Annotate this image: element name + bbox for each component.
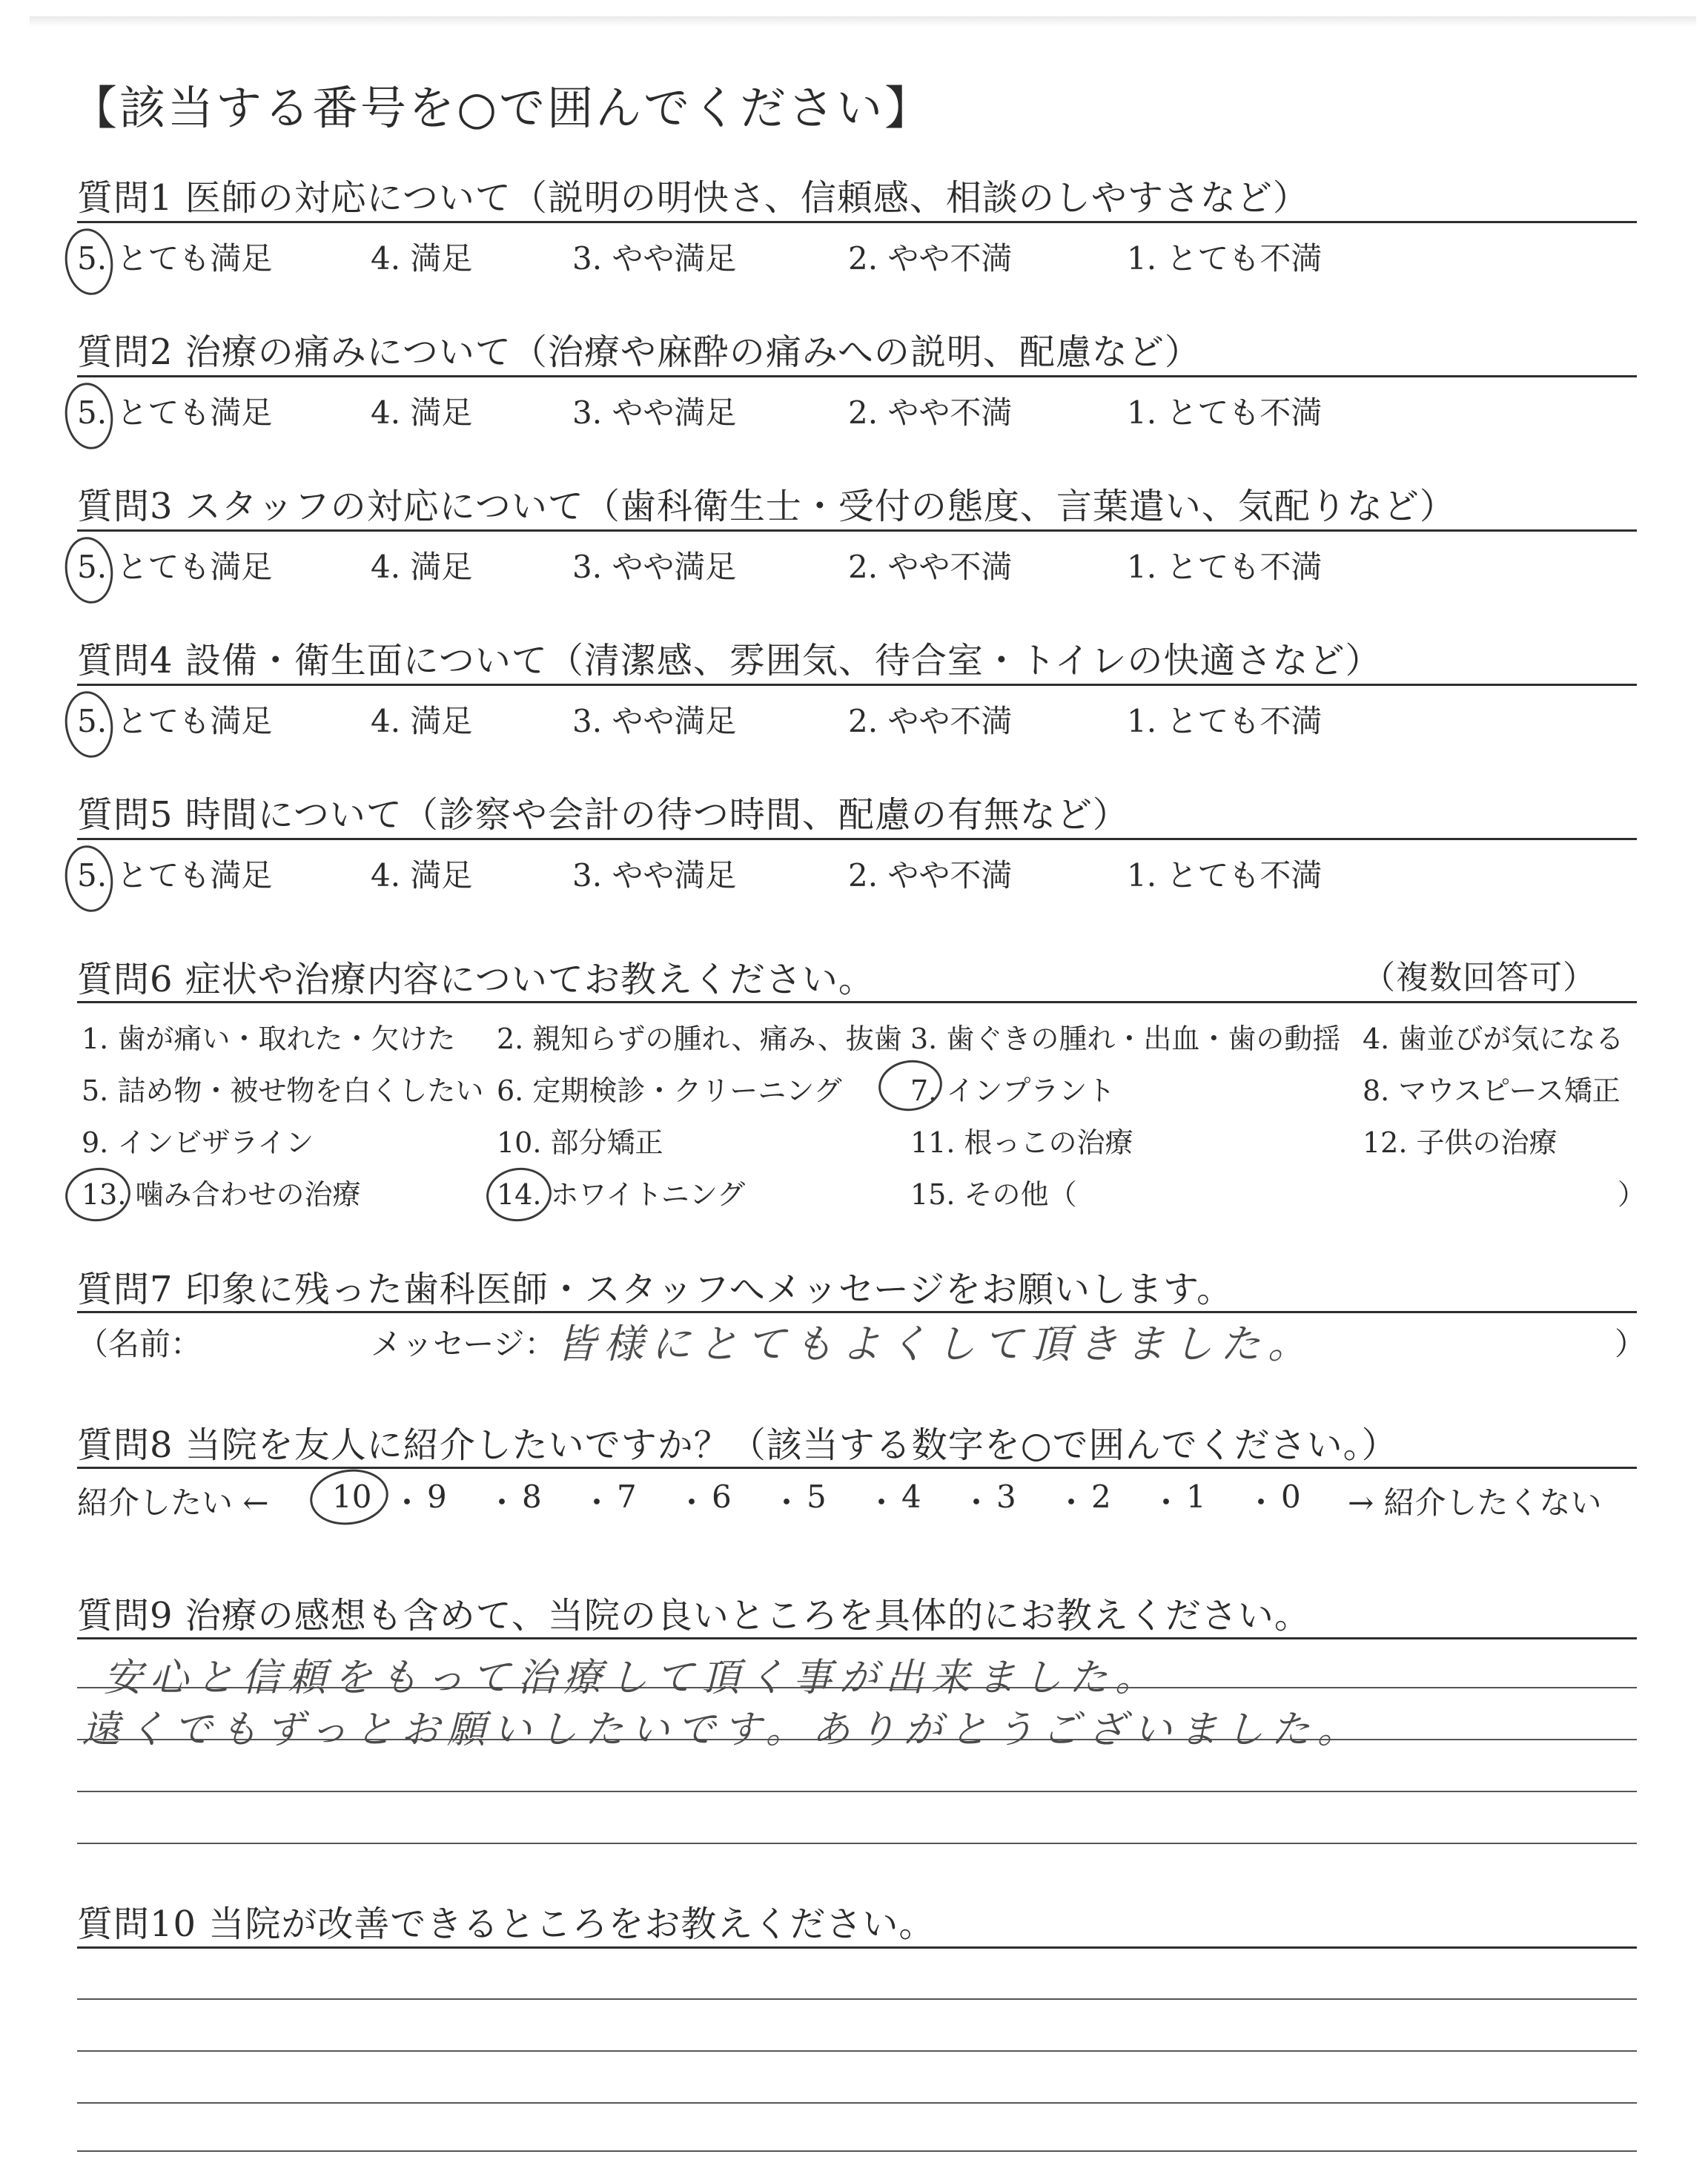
q3-title: 質問3 スタッフの対応について（歯科衛生士・受付の態度、言葉遣い、気配りなど）: [77, 486, 1456, 527]
q2-title: 質問2 治療の痛みについて（治療や麻酔の痛みへの説明、配慮など）: [77, 331, 1201, 373]
q6-option-5[interactable]: 5. 詰め物・被せ物を白くしたい: [82, 1074, 484, 1107]
q8-scale-separator: ・: [676, 1484, 708, 1521]
q1-option-3[interactable]: 3. やや満足: [572, 240, 737, 277]
q8-scale-separator: ・: [391, 1484, 423, 1521]
q6-option-8[interactable]: 8. マウスピース矯正: [1363, 1074, 1621, 1107]
q8-scale-10[interactable]: 10: [332, 1479, 372, 1515]
q3-option-5[interactable]: 5. とても満足: [77, 549, 273, 585]
q6-option-4[interactable]: 4. 歯並びが気になる: [1363, 1023, 1624, 1055]
q2-option-1[interactable]: 1. とても不満: [1127, 394, 1323, 431]
q6-option-10[interactable]: 10. 部分矯正: [497, 1126, 663, 1159]
q7-title: 質問7 印象に残った歯科医師・スタッフへメッセージをお願いします。: [77, 1269, 1234, 1310]
q6-option-9[interactable]: 9. インビザライン: [82, 1126, 314, 1159]
q8-right-label: → 紹介したくない: [1348, 1484, 1602, 1521]
q6-option-12[interactable]: 12. 子供の治療: [1363, 1126, 1558, 1159]
q6-option-11[interactable]: 11. 根っこの治療: [910, 1126, 1133, 1159]
q6-option-2[interactable]: 2. 親知らずの腫れ、痛み、抜歯: [497, 1023, 902, 1055]
q6-note: （複数回答可）: [1363, 959, 1596, 997]
page-title: 【該当する番号を○で囲んでください】: [71, 81, 933, 135]
q6-option-7[interactable]: 7. インプラント: [910, 1074, 1116, 1107]
q3-option-2[interactable]: 2. やや不満: [848, 549, 1013, 585]
q1-title: 質問1 医師の対応について（説明の明快さ、信頼感、相談のしやすさなど）: [77, 177, 1309, 219]
q5-option-4[interactable]: 4. 満足: [371, 857, 473, 894]
q1-option-5[interactable]: 5. とても満足: [77, 240, 273, 277]
q3-option-1[interactable]: 1. とても不満: [1127, 549, 1323, 585]
q1-option-4[interactable]: 4. 満足: [371, 240, 473, 277]
q8-scale-1[interactable]: 1: [1186, 1479, 1206, 1515]
q8-scale-separator: ・: [1245, 1484, 1277, 1521]
q2-option-4[interactable]: 4. 満足: [371, 394, 473, 431]
q6-option-6[interactable]: 6. 定期検診・クリーニング: [497, 1074, 842, 1107]
q7-message-handwritten: 皆様にとてもよくして頂きました。: [556, 1321, 1315, 1367]
q8-scale-2[interactable]: 2: [1091, 1479, 1111, 1515]
q4-title: 質問4 設備・衛生面について（清潔感、雰囲気、待合室・トイレの快適さなど）: [77, 640, 1382, 681]
q1-rule: [77, 221, 1637, 223]
q7-name-label: （名前：: [77, 1326, 202, 1362]
q8-title: 質問8 当院を友人に紹介したいですか？（該当する数字を○で囲んでください。）: [77, 1424, 1398, 1466]
q9-title: 質問9 治療の感想も含めて、当院の良いところを具体的にお教えください。: [77, 1595, 1311, 1636]
q2-option-2[interactable]: 2. やや不満: [848, 394, 1013, 431]
q4-option-1[interactable]: 1. とても不満: [1127, 703, 1323, 739]
q6-option-13[interactable]: 13. 噛み合わせの治療: [82, 1178, 361, 1211]
q4-option-3[interactable]: 3. やや満足: [572, 703, 737, 739]
q8-scale-0[interactable]: 0: [1281, 1479, 1301, 1515]
q9-rule: [77, 1637, 1637, 1639]
q10-title: 質問10 当院が改善できるところをお教えください。: [77, 1903, 936, 1945]
q5-rule: [77, 838, 1637, 840]
q7-message-label: メッセージ：: [371, 1326, 556, 1362]
q6-rule: [77, 1001, 1637, 1003]
q1-option-2[interactable]: 2. やや不満: [848, 240, 1013, 277]
q1-option-1[interactable]: 1. とても不満: [1127, 240, 1323, 277]
q4-option-4[interactable]: 4. 満足: [371, 703, 473, 739]
q8-scale-8[interactable]: 8: [522, 1479, 542, 1515]
q8-left-label: 紹介したい ←: [77, 1484, 269, 1521]
q4-option-2[interactable]: 2. やや不満: [848, 703, 1013, 739]
q4-option-5[interactable]: 5. とても満足: [77, 703, 273, 739]
q8-scale-separator: ・: [961, 1484, 993, 1521]
q8-scale-separator: ・: [1056, 1484, 1088, 1521]
q2-option-3[interactable]: 3. やや満足: [572, 394, 737, 431]
q10-line-1: [77, 1998, 1637, 2000]
q6-option-15[interactable]: 15. その他（: [910, 1178, 1077, 1211]
q2-rule: [77, 375, 1637, 377]
q8-scale-separator: ・: [771, 1484, 803, 1521]
q8-scale-9[interactable]: 9: [427, 1479, 447, 1515]
q8-scale-separator: ・: [1151, 1484, 1182, 1521]
q2-option-5[interactable]: 5. とても満足: [77, 394, 273, 431]
scan-top-edge: [30, 16, 1696, 27]
q6-option-1[interactable]: 1. 歯が痛い・取れた・欠けた: [82, 1023, 456, 1055]
q6-option-3[interactable]: 3. 歯ぐきの腫れ・出血・歯の動揺: [910, 1023, 1341, 1055]
q5-option-5[interactable]: 5. とても満足: [77, 857, 273, 894]
q5-option-2[interactable]: 2. やや不満: [848, 857, 1013, 894]
q3-rule: [77, 529, 1637, 532]
q6-other-close-paren: ）: [1618, 1178, 1646, 1211]
q8-scale-7[interactable]: 7: [617, 1479, 637, 1515]
q9-line-4: [77, 1843, 1637, 1844]
q6-option-14[interactable]: 14. ホワイトニング: [497, 1178, 746, 1211]
q8-scale-5[interactable]: 5: [807, 1479, 827, 1515]
q3-option-4[interactable]: 4. 満足: [371, 549, 473, 585]
selection-circle-10: [306, 1464, 391, 1530]
q10-line-4: [77, 2150, 1637, 2152]
q8-rule: [77, 1467, 1637, 1469]
q10-line-3: [77, 2102, 1637, 2104]
q7-close-paren: ）: [1615, 1326, 1646, 1362]
q9-line-3: [77, 1791, 1637, 1792]
q5-option-1[interactable]: 1. とても不満: [1127, 857, 1323, 894]
q5-title: 質問5 時間について（診察や会計の待つ時間、配慮の有無など）: [77, 794, 1129, 836]
q8-scale-separator: ・: [581, 1484, 613, 1521]
q8-scale-4[interactable]: 4: [901, 1479, 921, 1515]
q6-title: 質問6 症状や治療内容についてお教えください。: [77, 959, 875, 1000]
q10-line-2: [77, 2050, 1637, 2052]
q3-option-3[interactable]: 3. やや満足: [572, 549, 737, 585]
q8-scale-separator: ・: [486, 1484, 518, 1521]
q8-scale-6[interactable]: 6: [712, 1479, 732, 1515]
q10-rule: [77, 1946, 1637, 1949]
q4-rule: [77, 684, 1637, 686]
q9-answer-line-1: 安心と信頼をもって治療して頂く事が出来ました。: [104, 1656, 1162, 1700]
q9-answer-line-2: 遠くでもずっとお願いしたいです。ありがとうございました。: [82, 1708, 1363, 1752]
q8-scale-separator: ・: [866, 1484, 898, 1521]
q8-scale-3[interactable]: 3: [996, 1479, 1016, 1515]
q5-option-3[interactable]: 3. やや満足: [572, 857, 737, 894]
